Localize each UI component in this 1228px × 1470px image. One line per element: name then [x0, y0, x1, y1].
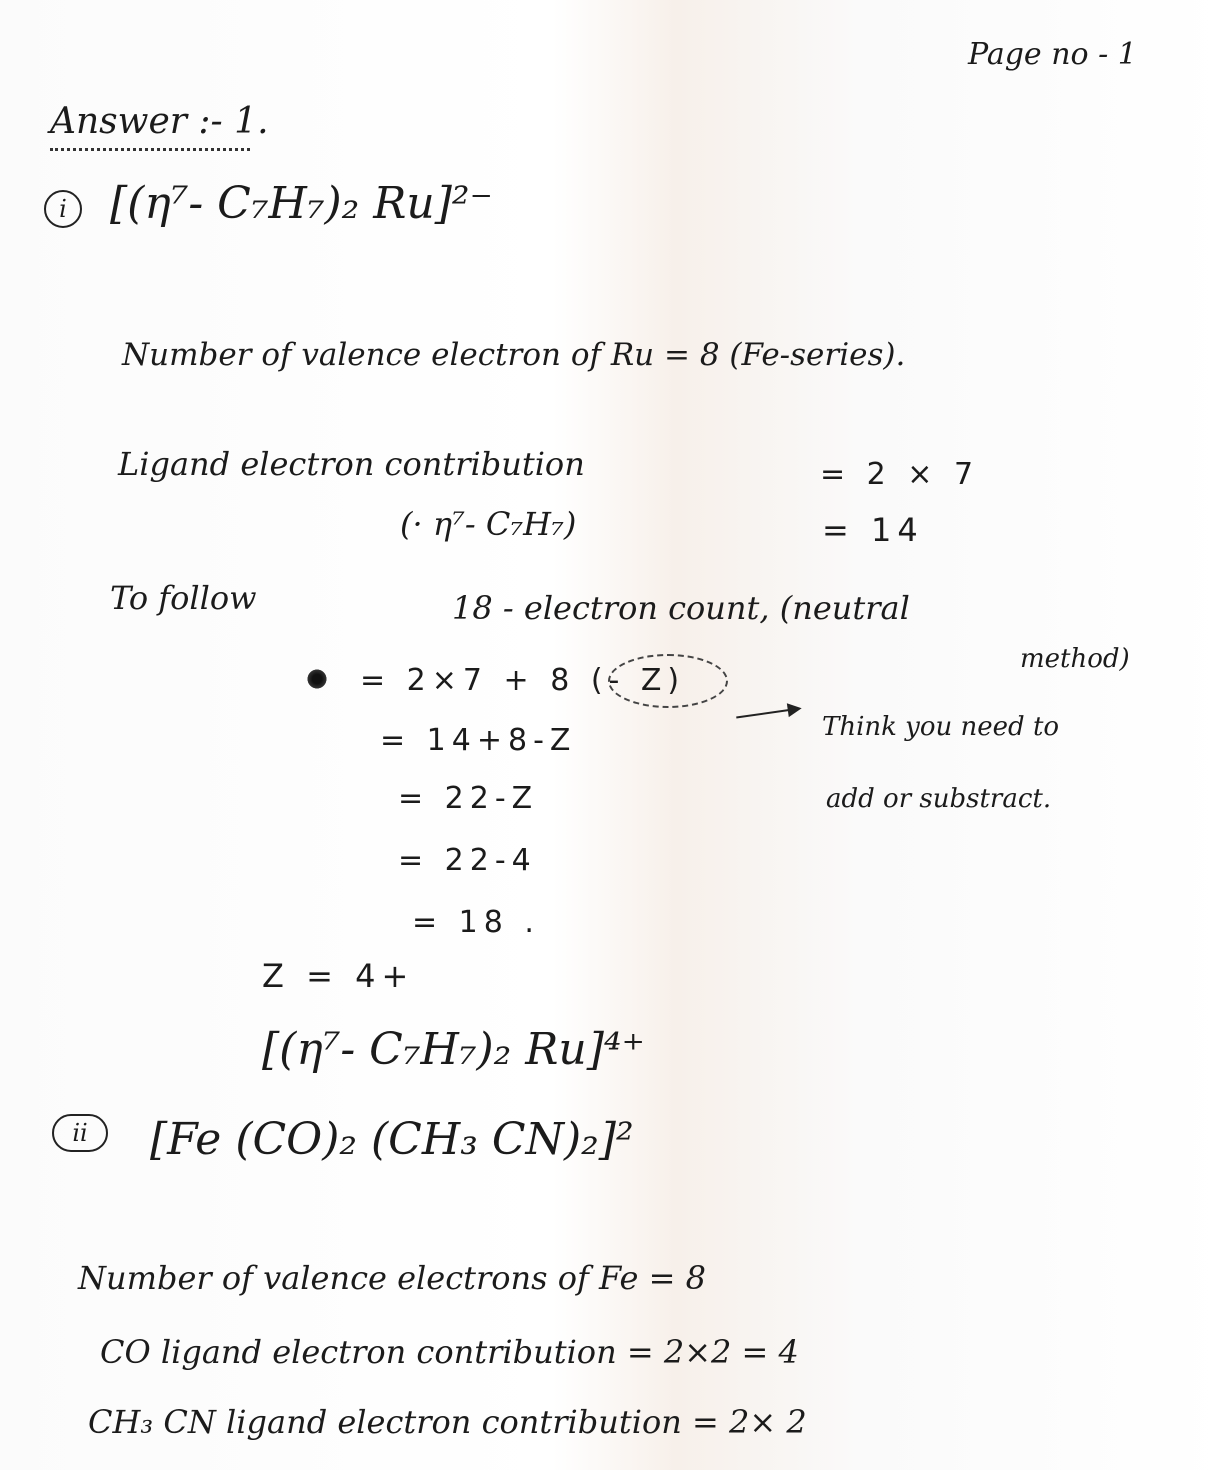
z-result: Z = 4+ [262, 957, 415, 995]
answer-heading: Answer :- 1. [50, 101, 269, 142]
part-i-final-formula: [(η⁷- C₇H₇)₂ Ru]⁴⁺ [262, 1024, 645, 1075]
scribble-mark [306, 668, 328, 690]
note-arrow [736, 708, 800, 719]
equation-step-4: = 22-4 [398, 843, 537, 878]
page-number: Page no - 1 [968, 37, 1137, 72]
ligand-contribution-calc: = 2 × 7 [820, 457, 980, 492]
neutral-method-suffix: method) [1020, 644, 1130, 674]
ligand-name: (· η⁷- C₇H₇) [400, 505, 577, 543]
co-contribution-line: CO ligand electron contribution = 2×2 = 4 [100, 1333, 799, 1371]
side-note-line-1: Think you need to [822, 712, 1060, 742]
equation-step-2: = 14+8-Z [380, 723, 577, 758]
eighteen-electron-count: 18 - electron count, (neutral [452, 589, 910, 627]
equation-step-3: = 22-Z [398, 781, 539, 816]
equation-step-5: = 18 . [412, 905, 540, 940]
fe-valence-line: Number of valence electrons of Fe = 8 [78, 1259, 706, 1297]
part-i-formula: [(η⁷- C₇H₇)₂ Ru]²⁻ [110, 178, 493, 229]
z-term-highlight [608, 654, 728, 708]
part-ii-formula: [Fe (CO)₂ (CH₃ CN)₂]² [150, 1114, 634, 1165]
ch3cn-contribution-line: CH₃ CN ligand electron contribution = 2× 2 [88, 1403, 807, 1441]
to-follow-text: To follow [110, 579, 257, 617]
ru-valence-line: Number of valence electron of Ru = 8 (Fe-series). [122, 337, 906, 373]
heading-underline [50, 142, 250, 151]
part-ii-label: ii [52, 1114, 108, 1152]
equation-step-1: = 2×7 + 8 (- Z) [360, 663, 686, 698]
ligand-contribution-result: = 14 [822, 511, 924, 549]
ligand-contribution-label: Ligand electron contribution [118, 445, 585, 483]
part-i-label: i [44, 190, 82, 228]
side-note-line-2: add or substract. [826, 784, 1052, 814]
